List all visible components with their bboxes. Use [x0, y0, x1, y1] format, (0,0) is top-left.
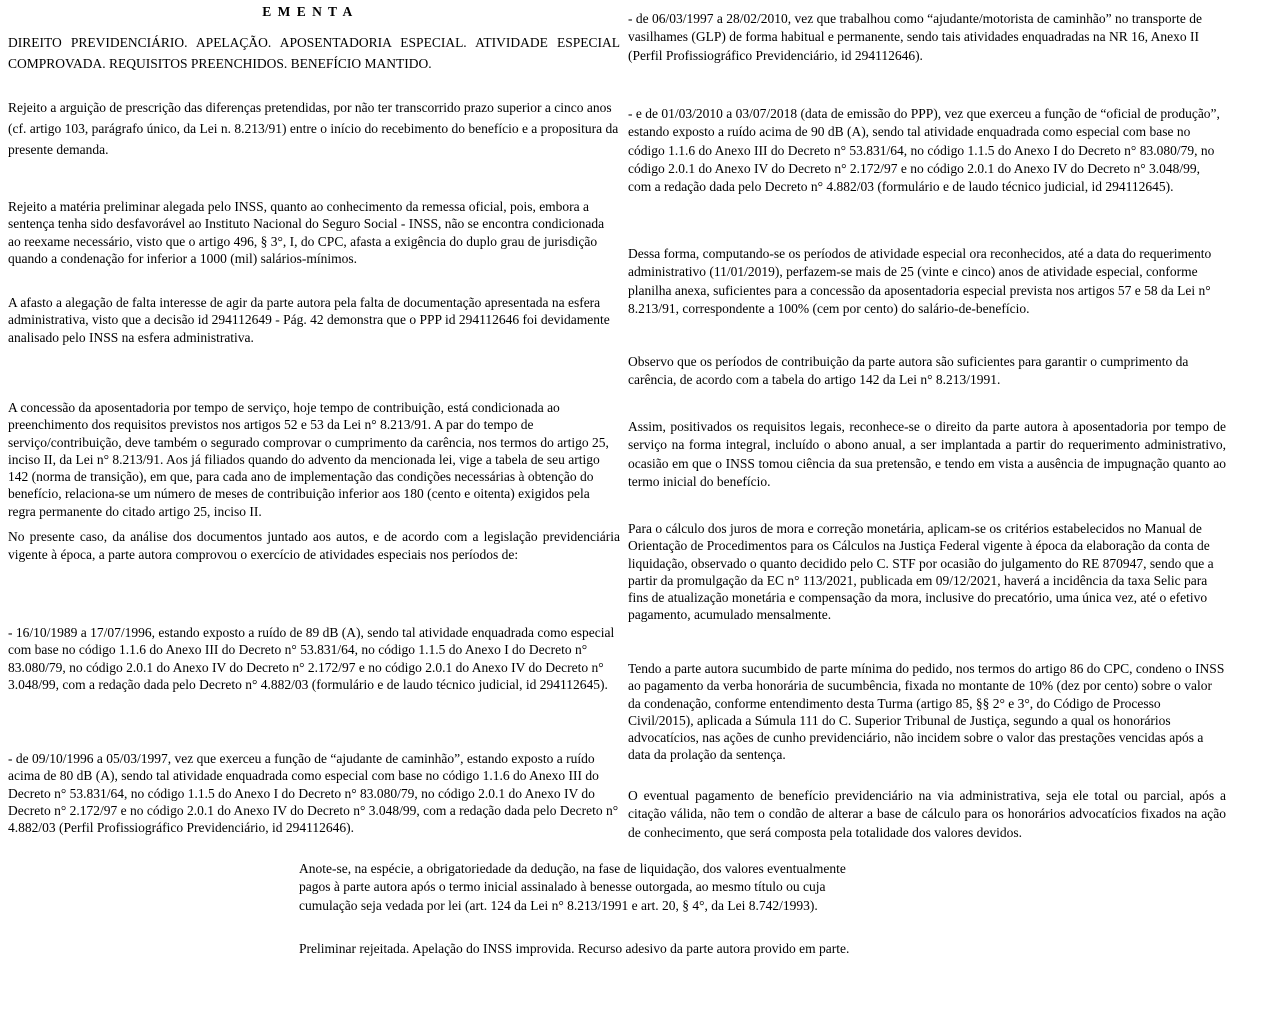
- paragraph-periodo-1997-2010: - de 06/03/1997 a 28/02/2010, vez que trabalhou como “ajudante/motorista de caminhão” no transporte de vasilhames (GLP) de forma habitual e permanente, sendo tais atividades enquadradas na NR 16, Anexo II (Perfil Profissiográfico Previdenciário, id 294112646).: [628, 11, 1202, 63]
- paragraph-presente-caso: No presente caso, da análise dos documentos juntado aos autos, e de acordo com a legislação previdenciária vigente à época, a parte autora comprovou o exercício de atividades especiais nos períodos de:: [8, 529, 620, 563]
- paragraph-pagamento-administrativo: O eventual pagamento de benefício previdenciário na via administrativa, seja ele total ou parcial, após a citação válida, não tem o condão de alterar a base de cálculo para os honorários advocatícios fixados na ação de conhecimento, que será composta pela totalidade dos valores devidos.: [628, 788, 1226, 840]
- paragraph-juros-correcao: Para o cálculo dos juros de mora e correção monetária, aplicam-se os critérios estabelecidos no Manual de Orientação de Procedimentos para os Cálculos na Justiça Federal vigente à época da elaboração da conta de liquidação, observado o quanto decidido pelo C. STF por ocasião do julgamento do RE 870947, sendo que a partir da promulgação da EC n° 113/2021, publicada em 09/12/2021, haverá a incidência da taxa Selic para fins de atualização monetária e compensação da mora, inclusive do precatório, uma única vez, até o efetivo pagamento, acumulado mensalmente.: [628, 521, 1214, 623]
- headnote-paragraph: DIREITO PREVIDENCIÁRIO. APELAÇÃO. APOSENTADORIA ESPECIAL. ATIVIDADE ESPECIAL COMPROVADA. REQUISITOS PREENCHIDOS. BENEFÍCIO MANTIDO.: [8, 35, 620, 71]
- paragraph-dessa-forma: Dessa forma, computando-se os períodos de atividade especial ora reconhecidos, até a data do requerimento administrativo (11/01/2019), perfazem-se mais de 25 (vinte e cinco) anos de atividade especial, conforme planilha anexa, suficientes para a concessão da aposentadoria especial prevista nos artigos 57 e 58 da Lei n° 8.213/91, correspondente a 100% (cem por cento) do salário-de-benefício.: [628, 246, 1212, 317]
- paragraph-prescricao: Rejeito a arguição de prescrição das diferenças pretendidas, por não ter transcorrido prazo superior a cinco anos (cf. artigo 103, parágrafo único, da Lei n. 8.213/91) entre o início do recebimento do benefício e a propositura da presente demanda.: [8, 100, 619, 157]
- paragraph-requisitos-legais: Assim, positivados os requisitos legais, reconhece-se o direito da parte autora à aposentadoria por tempo de serviço na forma integral, incluído o abono anual, a ser implantada a partir do requerimento administrativo, ocasião em que o INSS tomou ciência da sua pretensão, e tendo em vista a ausência de impugnação quanto ao termo inicial do benefício.: [628, 419, 1226, 490]
- paragraph-honorarios: Tendo a parte autora sucumbido de parte mínima do pedido, nos termos do artigo 86 do CPC, condeno o INSS ao pagamento da verba honorária de sucumbência, fixada no montante de 10% (dez por cento) sobre o valor da condenação, conforme entendimento desta Turma (artigo 85, §§ 2° e 3°, do Código de Processo Civil/2015), aplicada a Súmula 111 do C. Superior Tribunal de Justiça, segundo a qual os honorários advocatícios, nas ações de cunho previdenciário, não incidem sobre o valor das prestações vencidas após a data da prolação da sentença.: [628, 661, 1225, 763]
- paragraph-periodo-1996-1997: - de 09/10/1996 a 05/03/1997, vez que exerceu a função de “ajudante de caminhão”, estando exposto a ruído acima de 80 dB (A), sendo tal atividade enquadrada como especial com base no código 1.1.6 do Anexo III do Decreto n° 53.831/64, no código 1.1.5 do Anexo I do Decreto n° 83.080/79, no código 2.0.1 do Anexo IV do Decreto n° 2.172/97 e no código 2.0.1 do Anexo IV do Decreto n° 3.048/99, com a redação dada pelo Decreto n° 4.882/03 (Perfil Profissiográfico Previdenciário, id 294112646).: [8, 751, 619, 836]
- paragraph-interesse-de-agir: A afasto a alegação de falta interesse de agir da parte autora pela falta de documentação apresentada na esfera administrativa, visto que a decisão id 294112649 - Pág. 42 demonstra que o PPP id 294112646 foi devidamente analisado pelo INSS na esfera administrativa.: [8, 295, 610, 345]
- paragraph-periodo-1989-1996: - 16/10/1989 a 17/07/1996, estando exposto a ruído de 89 dB (A), sendo tal atividade enquadrada como especial com base no código 1.1.6 do Anexo III do Decreto n° 53.831/64, no código 1.1.5 do Anexo I do Decreto n° 83.080/79, no código 2.0.1 do Anexo IV do Decreto n° 2.172/97 e no código 2.0.1 do Anexo IV do Decreto n° 3.048/99, com a redação dada pelo Decreto n° 4.882/03 (formulário e de laudo técnico judicial, id 294112645).: [8, 625, 615, 692]
- paragraph-anote-se: Anote-se, na espécie, a obrigatoriedade da dedução, na fase de liquidação, dos valores eventualmente pagos à parte autora após o termo inicial assinalado à benesse outorgada, ao mesmo título ou cuja cumulação seja vedada por lei (art. 124 da Lei n° 8.213/1991 e art. 20, § 4°, da Lei 8.742/1993).: [299, 861, 846, 913]
- paragraph-periodo-2010-2018: - e de 01/03/2010 a 03/07/2018 (data de emissão do PPP), vez que exerceu a função de “oficial de produção”, estando exposto a ruído acima de 90 dB (A), sendo tal atividade enquadrada como especial com base no código 1.1.6 do Anexo III do Decreto n° 53.831/64, no código 1.1.5 do Anexo I do Decreto n° 83.080/79, no código 2.0.1 do Anexo IV do Decreto n° 2.172/97 e no código 2.0.1 do Anexo IV do Decreto n° 3.048/99, com a redação dada pelo Decreto n° 4.882/03 (formulário e de laudo técnico judicial, id 294112645).: [628, 106, 1220, 195]
- paragraph-remessa-oficial: Rejeito a matéria preliminar alegada pelo INSS, quanto ao conhecimento da remessa oficial, pois, embora a sentença tenha sido desfavorável ao Instituto Nacional do Seguro Social - INSS, não se encontra condicionada ao reexame necessário, visto que o artigo 496, § 3°, I, do CPC, afasta a exigência do duplo grau de jurisdição quando a condenação for inferior a 1000 (mil) salários-mínimos.: [8, 199, 605, 266]
- paragraph-concessao-aposentadoria: A concessão da aposentadoria por tempo de serviço, hoje tempo de contribuição, está condicionada ao preenchimento dos requisitos previstos nos artigos 52 e 53 da Lei n° 8.213/91. A par do tempo de serviço/contribuição, deve também o segurado comprovar o cumprimento da carência, nos termos do artigo 25, inciso II, da Lei n° 8.213/91. Aos já filiados quando do advento da mencionada lei, vige a tabela de seu artigo 142 (norma de transição), em que, para cada ano de implementação das condições necessárias à obtenção do benefício, relaciona-se um número de meses de contribuição inferior aos 180 (cento e oitenta) exigidos pela regra permanente do citado artigo 25, inciso II.: [8, 400, 609, 519]
- paragraph-dispositivo: Preliminar rejeitada. Apelação do INSS improvida. Recurso adesivo da parte autora provido em parte.: [299, 941, 850, 956]
- paragraph-carencia: Observo que os períodos de contribuição da parte autora são suficientes para garantir o cumprimento da carência, de acordo com a tabela do artigo 142 da Lei n° 8.213/1991.: [628, 354, 1189, 388]
- document-title: E M E N T A: [262, 4, 354, 19]
